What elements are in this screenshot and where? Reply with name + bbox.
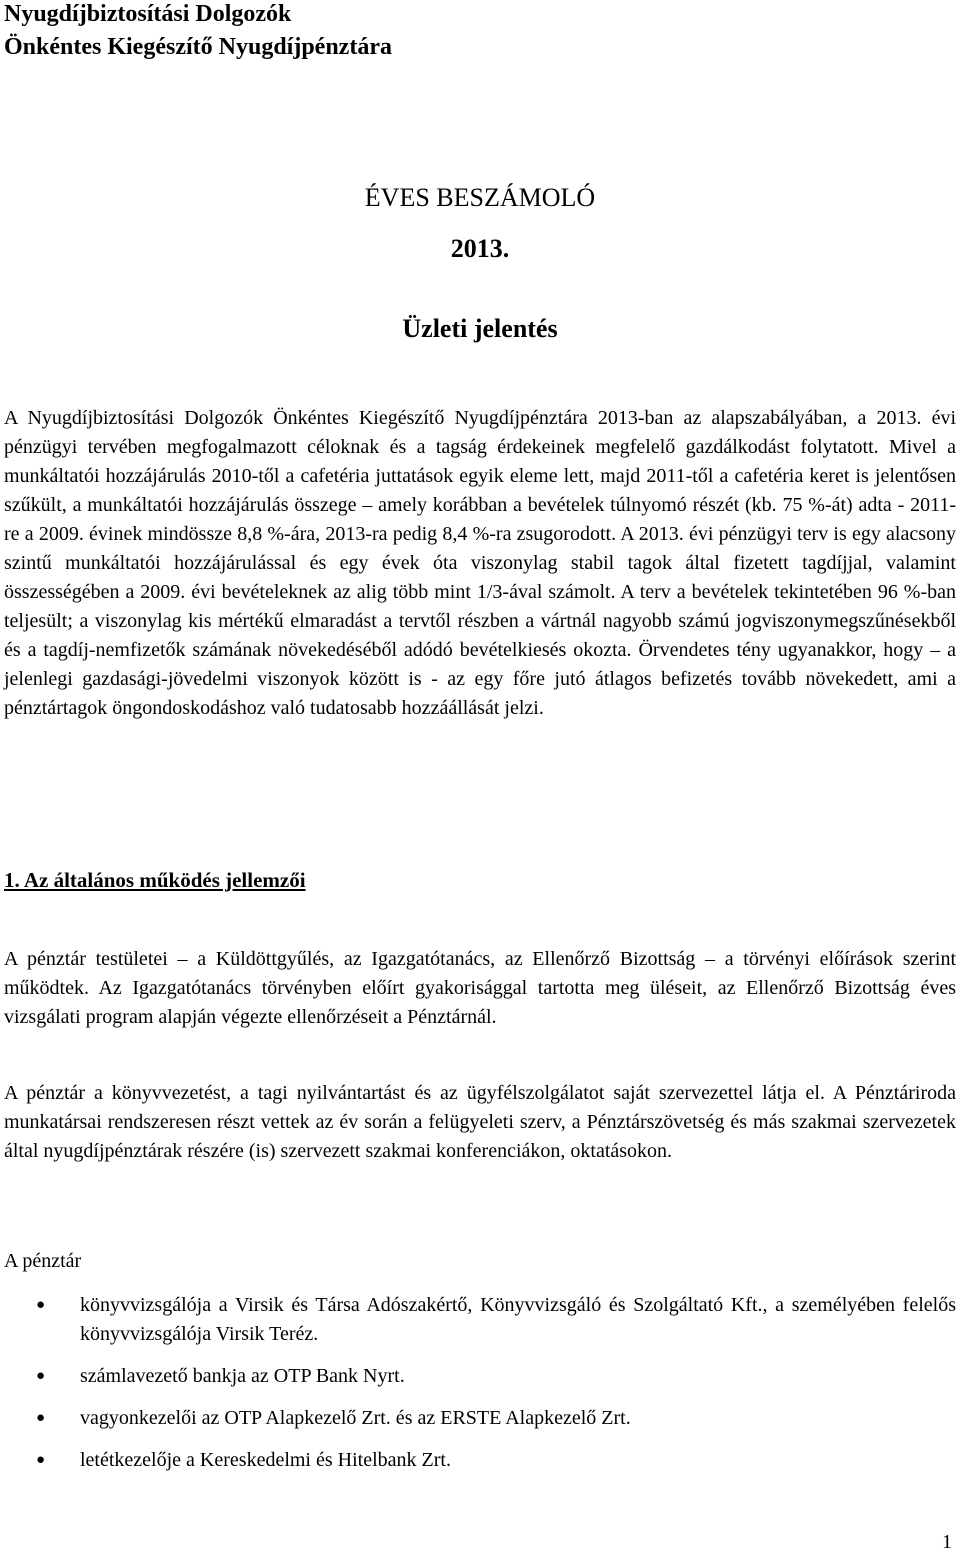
fund-service-providers-intro: A pénztár [4, 1250, 82, 1272]
service-providers-list [0, 1291, 960, 1475]
organization-name [4, 0, 392, 64]
organization-name-line2: Önkéntes Kiegészítő Nyugdíjpénztára [4, 34, 392, 60]
list-item-asset-managers: ● vagyonkezelői az OTP Alapkezelő Zrt. és az ERSTE Alapkezelő Zrt. [0, 1404, 956, 1433]
list-item-custodian: ● letétkezelője a Kereskedelmi és Hitelbank Zrt. [0, 1446, 956, 1475]
list-item-auditor: ● könyvvizsgálója a Virsik és Társa Adószakértő, Könyvvizsgáló és Szolgáltató Kft., a személyében felelős könyvvizsgálója Virsik Teréz. [0, 1291, 956, 1349]
intro-paragraph: A Nyugdíjbiztosítási Dolgozók Önkéntes Kiegészítő Nyugdíjpénztára 2013-ban az alapszabályában, a 2013. évi pénzügyi tervében megfogalmazott céloknak és a tagság érdekeinek megfelelő gazdálkodást folytatott. Mivel a munkáltatói hozzájárulás 2010-től a cafetéria juttatások egyik eleme lett, majd 2011-től a cafetéria keret is jelentősen szűkült, a munkáltatói hozzájárulás összege – amely korábban a bevételek túlnyomó részét (kb. 75 %-át) adta - 2011-re a 2009. évinek mindössze 8,8 %-ára, 2013-ra pedig 8,4 %-ra zsugorodott. A 2013. évi pénzügyi terv is egy alacsony szintű munkáltatói hozzájárulással és egy évek óta viszonylag stabil tagok által fizetett tagdíjjal, valamint összességében a 2009. évi bevételeknek az alig több mint 1/3-ával számolt. A terv a bevételek tekintetében 96 %-ban teljesült; a viszonylag kis mértékű elmaradást a tervtől részben a vártnál nagyobb számú jogviszonymegszűnésekből és a tagdíj-nemfizetők számának növekedéséből adódó bevételkiesés okozta. Örvendetes tény ugyanakkor, hogy – a jelenlegi gazdasági-jövedelmi viszonyok között is - az egy főre jutó átlagos befizetés tovább növekedett, ami a pénztártagok öngondoskodáshoz való tudatosabb hozzáállását jelzi. [4, 407, 956, 719]
governing-bodies-paragraph: A pénztár testületei – a Küldöttgyűlés, az Igazgatótanács, az Ellenőrző Bizottság – a törvényi előírások szerint működtek. Az Igazgatótanács törvényben előírt gyakorisággal tartotta meg üléseit, az Ellenőrző Bizottság éves vizsgálati program alapján végezte ellenőrzéseit a Pénztárnál. [4, 948, 956, 1028]
list-item-bank: ● számlavezető bankja az OTP Bank Nyrt. [0, 1362, 956, 1391]
administration-paragraph: A pénztár a könyvvezetést, a tagi nyilvántartást és az ügyfélszolgálatot saját szervezettel látja el. A Pénztáriroda munkatársai rendszeresen részt vettek az év során a felügyeleti szerv, a Pénztárszövetség és más szakmai szervezetek által nyugdíjpénztárak részére (is) szervezett szakmai konferenciákon, oktatásokon. [4, 1082, 956, 1162]
report-year: 2013. [450, 234, 510, 263]
page-number: 1 [942, 1531, 952, 1553]
business-report-title: Üzleti jelentés [402, 314, 558, 343]
organization-name-line1: Nyugdíjbiztosítási Dolgozók [4, 1, 292, 27]
section-heading-general-operation: 1. Az általános működés jellemzői [4, 868, 306, 892]
report-title: ÉVES BESZÁMOLÓ [364, 183, 596, 212]
